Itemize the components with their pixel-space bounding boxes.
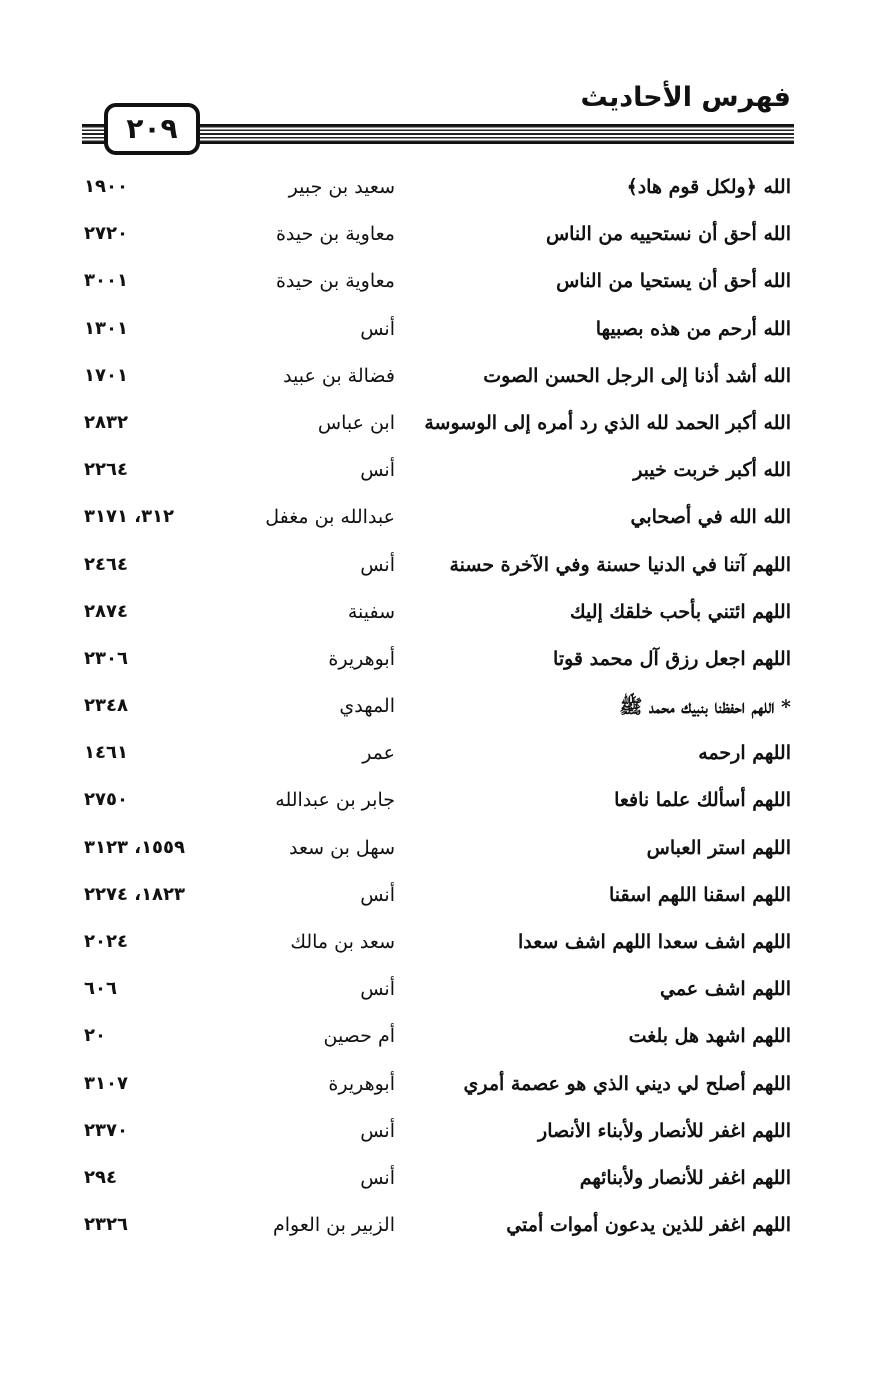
reference-numbers: ٣٠٠١ [84,270,128,292]
hadith-text: الله الله في أصحابي [630,506,791,529]
index-row [0,876,873,923]
reference-numbers: ٣١٢، ٣١٧١ [84,506,175,528]
narrator: أبوهريرة [328,647,395,670]
index-row [0,310,873,357]
reference-numbers: ٢٩٤ [84,1166,117,1188]
index-row [0,1206,873,1253]
narrator: أنس [360,459,395,482]
reference-numbers: ٢٧٥٠ [84,789,128,811]
reference-numbers: ١٩٠٠ [84,176,128,197]
hadith-text: اللهم اجعل رزق آل محمد قوتا [553,647,791,670]
hadith-text: اللهم اسقنا اللهم اسقنا [608,883,791,906]
reference-numbers: ٢٠ [84,1025,106,1047]
reference-numbers: ٢٣٧٠ [84,1119,128,1141]
index-row [0,687,873,734]
hadith-text: اللهم اشف سعدا اللهم اشف سعدا [517,931,791,953]
narrator: جابر بن عبدالله [275,789,395,812]
index-row [0,451,873,498]
reference-numbers: ٢٨٣٢ [84,411,128,433]
reference-numbers: ٢٣٤٨ [84,695,128,717]
narrator: أنس [360,553,395,576]
hadith-text: الله أرحم من هذه بصبيها [595,317,791,340]
hadith-text: الله ﴿ولكل قوم هاد﴾ [626,176,791,198]
reference-numbers: ٢٤٦٤ [84,553,128,575]
hadith-index-list [0,168,873,1253]
reference-numbers: ٣١٠٧ [84,1072,128,1094]
reference-numbers: ١٤٦١ [84,742,128,764]
index-row [0,781,873,828]
page-header [0,0,873,170]
reference-numbers: ٢٣٢٦ [84,1214,128,1236]
narrator: سفينة [347,600,395,623]
reference-numbers: ٢٣٠٦ [84,647,128,669]
hadith-text: اللهم اشف عمي [659,978,791,1001]
index-row [0,404,873,451]
index-row [0,546,873,593]
hadith-text: * اللهم احفظنا بنبيك محمد ﷺ [619,696,791,719]
hadith-text: اللهم أصلح لي ديني الذي هو عصمة أمري [463,1072,791,1095]
index-row [0,262,873,309]
hadith-text: اللهم اغفر للذين يدعون أموات أمتي [506,1214,791,1237]
hadith-text: الله أحق أن يستحيا من الناس [556,270,791,293]
hadith-text: الله أكبر خربت خيبر [633,459,791,482]
hadith-text: الله أشد أذنا إلى الرجل الحسن الصوت [483,364,791,387]
index-row [0,1065,873,1112]
narrator: أنس [360,1119,395,1142]
index-row [0,829,873,876]
narrator: سعد بن مالك [290,931,395,953]
reference-numbers: ١٥٥٩، ٣١٢٣ [84,836,186,858]
reference-numbers: ١٨٢٣، ٢٢٧٤ [84,883,186,905]
narrator: أنس [360,978,395,1001]
index-row [0,1112,873,1159]
narrator: سعيد بن جبير [288,176,395,198]
index-row [0,970,873,1017]
page-number: ٢٠٩ [104,103,200,155]
hadith-text: الله أحق أن نستحييه من الناس [545,223,791,246]
narrator: معاوية بن حيدة [275,270,395,293]
narrator: عبدالله بن مغفل [265,506,395,529]
page-title: فهرس الأحاديث [580,82,791,113]
index-row [0,640,873,687]
hadith-text: اللهم آتنا في الدنيا حسنة وفي الآخرة حسنة [449,553,791,576]
index-row [0,168,873,215]
hadith-text: اللهم أسألك علما نافعا [614,789,791,812]
index-row [0,215,873,262]
hadith-text: اللهم اغفر للأنصار ولأبناء الأنصار [538,1119,791,1142]
index-row [0,1017,873,1064]
narrator: المهدي [339,695,395,718]
hadith-text: اللهم ائتني بأحب خلقك إليك [569,600,791,623]
narrator: ابن عباس [317,411,395,434]
hadith-text: الله أكبر الحمد لله الذي رد أمره إلى الوسوسة [424,411,791,434]
index-row [0,923,873,970]
index-row [0,734,873,781]
reference-numbers: ١٧٠١ [84,364,128,386]
narrator: سهل بن سعد [289,836,395,859]
hadith-text: اللهم ارحمه [698,742,791,765]
hadith-text: اللهم اشهد هل بلغت [628,1025,791,1048]
reference-numbers: ٦٠٦ [84,978,117,1000]
index-row [0,593,873,640]
hadith-text: اللهم اغفر للأنصار ولأبنائهم [579,1166,791,1189]
index-row [0,1159,873,1206]
narrator: عمر [362,742,395,765]
narrator: الزبير بن العوام [273,1214,395,1237]
reference-numbers: ٢٧٢٠ [84,223,128,245]
hadith-text: اللهم استر العباس [646,836,791,859]
narrator: أبوهريرة [328,1072,395,1095]
index-row [0,498,873,545]
narrator: أنس [360,1166,395,1189]
narrator: أنس [360,883,395,906]
reference-numbers: ٢٢٦٤ [84,459,128,481]
reference-numbers: ٢٨٧٤ [84,600,128,622]
narrator: أم حصين [323,1025,395,1048]
reference-numbers: ١٣٠١ [84,317,128,339]
narrator: فضالة بن عبيد [283,364,395,387]
index-row [0,357,873,404]
reference-numbers: ٢٠٢٤ [84,931,128,952]
narrator: أنس [360,317,395,340]
narrator: معاوية بن حيدة [275,223,395,246]
